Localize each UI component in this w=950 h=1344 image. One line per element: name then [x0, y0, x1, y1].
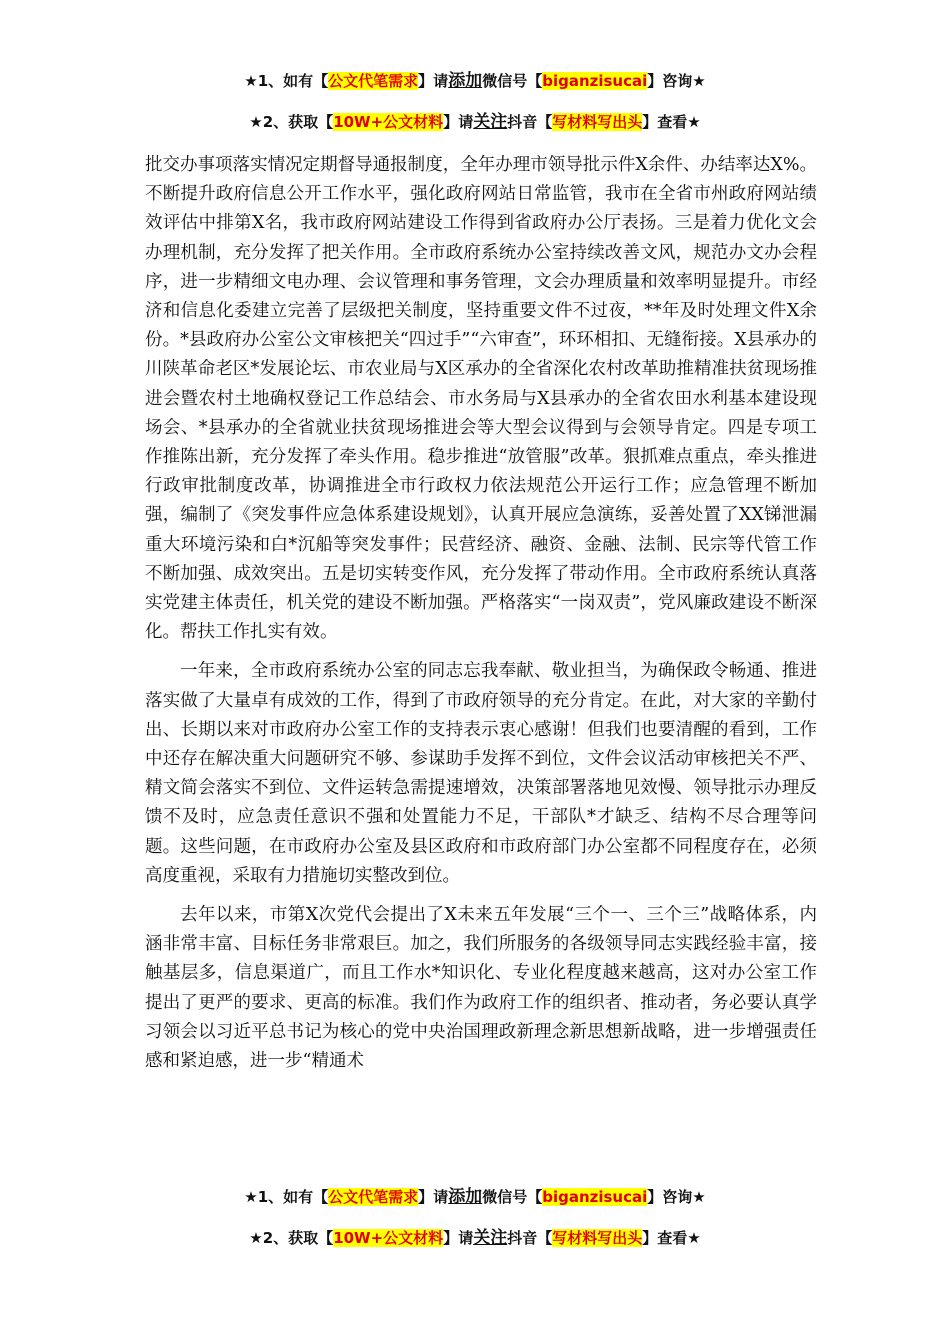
banner-suffix: 】咨询★ — [647, 1188, 706, 1206]
banner-suffix: 】查看★ — [642, 113, 701, 131]
banner-text: 抖音【 — [507, 1229, 553, 1247]
bottom-banner-line-2 — [0, 1227, 950, 1249]
banner-emphasis: 关注 — [473, 112, 508, 132]
banner-emphasis: 添加 — [448, 71, 483, 91]
highlight-wechat-id: biganzisucai — [542, 72, 648, 90]
banner-text: 】请 — [443, 113, 474, 131]
highlight-ghostwriting: 公文代笔需求 — [328, 72, 419, 90]
banner-text: 】请 — [443, 1229, 474, 1247]
highlight-douyin-account: 写材料写出头 — [552, 113, 643, 131]
top-banner-line-2 — [0, 111, 950, 133]
banner-text: 】请 — [418, 72, 449, 90]
body-paragraph-2: 一年来，全市政府系统办公室的同志忘我奉献、敬业担当，为确保政令畅通、推进落实做了大量卓有成效的工作，得到了市政府领导的充分肯定。在此，对大家的辛勤付出、长期以来对市政府办公室工作的支持表示衷心感谢！但我们也要清醒的看到，工作中还存在解决重大问题研究不够、参谋助手发挥不到位，文件会议活动审核把关不严、精文简会落实不到位、文件运转急需提速增效，决策部署落地见效慢、领导批示办理反馈不及时，应急责任意识不强和处置能力不足，干部队*才缺乏、结构不尽合理等问题。这些问题，在市政府办公室及县区政府和市政府部门办公室都不同程度存在，必须高度重视，采取有力措施切实整改到位。 — [145, 661, 817, 886]
highlight-douyin-account: 写材料写出头 — [552, 1229, 643, 1247]
banner-prefix: ★2、获取【 — [249, 113, 334, 131]
banner-emphasis: 关注 — [473, 1228, 508, 1248]
body-paragraph-3: 去年以来，市第X次党代会提出了X未来五年发展“三个一、三个三”战略体系，内涵非常丰富、目标任务非常艰巨。加之，我们所服务的各级领导同志实践经验丰富，接触基层多，信息渠道广，而且工作水*知识化、专业化程度越来越高，这对办公室工作提出了更严的要求、更高的标准。我们作为政府工作的组织者、推动者，务必要认真学习领会以习近平总书记为核心的党中央治国理政新理念新思想新战略，进一步增强责任感和紧迫感，进一步“精通术 — [145, 905, 817, 1072]
banner-prefix: ★1、如有【 — [244, 72, 329, 90]
document-body — [145, 151, 817, 1086]
highlight-ghostwriting: 公文代笔需求 — [328, 1188, 419, 1206]
banner-text: 抖音【 — [507, 113, 553, 131]
banner-prefix: ★1、如有【 — [244, 1188, 329, 1206]
banner-text: 微信号【 — [482, 1188, 543, 1206]
bottom-banner-line-1 — [0, 1186, 950, 1208]
banner-suffix: 】查看★ — [642, 1229, 701, 1247]
highlight-materials: 10W+公文材料 — [333, 113, 444, 131]
banner-text: 】请 — [418, 1188, 449, 1206]
banner-text: 微信号【 — [482, 72, 543, 90]
banner-emphasis: 添加 — [448, 1187, 483, 1207]
highlight-materials: 10W+公文材料 — [333, 1229, 444, 1247]
top-banner-line-1 — [0, 70, 950, 92]
banner-prefix: ★2、获取【 — [249, 1229, 334, 1247]
banner-suffix: 】咨询★ — [647, 72, 706, 90]
body-paragraph-1: 批交办事项落实情况定期督导通报制度，全年办理市领导批示件X余件、办结率达X%。不断提升政府信息公开工作水平，强化政府网站日常监管，我市在全省市州政府网站绩效评估中排第X名，我市政府网站建设工作得到省政府办公厅表扬。三是着力优化文会办理机制，充分发挥了把关作用。全市政府系统办公室持续改善文风，规范办文办会程序，进一步精细文电办理、会议管理和事务管理，文会办理质量和效率明显提升。市经济和信息化委建立完善了层级把关制度，坚持重要文件不过夜，**年及时处理文件X余份。*县政府办公室公文审核把关“四过手”“六审查”，环环相扣、无缝衔接。X县承办的川陕革命老区*发展论坛、市农业局与X区承办的全省深化农村改革助推精准扶贫现场推进会暨农村土地确权登记工作总结会、市水务局与X县承办的全省农田水利基本建设现场会、*县承办的全省就业扶贫现场推进会等大型会议得到与会领导肯定。四是专项工作推陈出新，充分发挥了牵头作用。稳步推进“放管服”改革。狠抓难点重点，牵头推进行政审批制度改革，协调推进全市行政权力依法规范公开运行工作；应急管理不断加强，编制了《突发事件应急体系建设规划》，认真开展应急演练，妥善处置了XX锑泄漏重大环境污染和白*沉船等突发事件；民营经济、融资、金融、法制、民宗等代管工作不断加强、成效突出。五是切实转变作风，充分发挥了带动作用。全市政府系统认真落实党建主体责任，机关党的建设不断加强。严格落实“一岗双责”，党风廉政建设不断深化。帮扶工作扎实有效。 — [145, 155, 817, 643]
highlight-wechat-id: biganzisucai — [542, 1188, 648, 1206]
